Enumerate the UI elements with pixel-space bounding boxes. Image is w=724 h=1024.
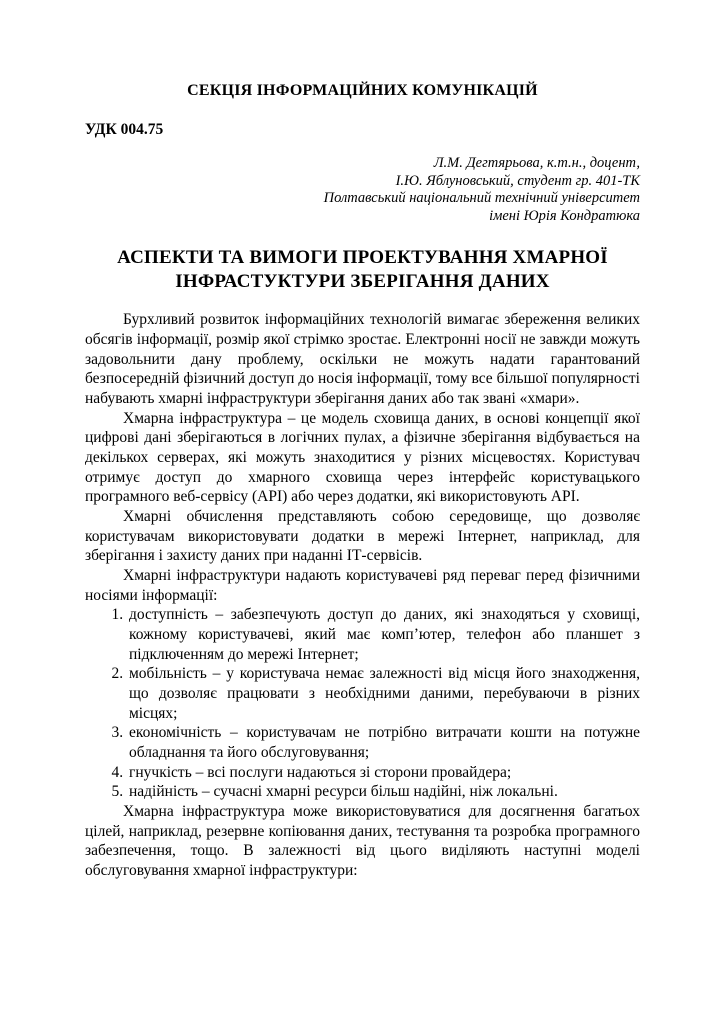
paragraph-definition: Хмарна інфраструктура – це модель сховища даних, в основі концепції якої цифрові дані зберігаються в логічних пулах, а фізичне зберігання відбувається на декількох серверах, які можуть знаходитися у різних місцевостях. Користувач отримує доступ до хмарного сховища через інтерфейс користувацького програмного веб-сервісу (API) або через додатки, які використовують API.	[85, 409, 640, 506]
list-item-economy: 3. економічність – користувачам не потрібно витрачати кошти на потужне обладнання та його обслуговування;	[127, 723, 640, 762]
article-body	[85, 310, 640, 880]
affiliation-line: імені Юрія Кондратюка	[489, 208, 640, 225]
paragraph-intro: Бурхливий розвиток інформаційних технологій вимагає збереження великих обсягів інформації, розмір якої стрімко зростає. Електронні носії не завжди можуть задовольнити дану проблему, оскільки не можуть надати гарантований безпосередній фізичний доступ до носія інформації, тому все більшої популярності набувають хмарні інфраструктури зберігання даних або так звані «хмари».	[85, 311, 640, 407]
author-line: І.Ю. Яблуновський, студент гр. 401-ТК	[395, 172, 640, 189]
list-item-flexibility: 4. гнучкість – всі послуги надаються зі сторони провайдера;	[127, 763, 640, 783]
section-header: СЕКЦІЯ ІНФОРМАЦІЙНИХ КОМУНІКАЦІЙ	[187, 82, 538, 99]
paragraph-advantages-lead: Хмарні інфраструктури надають користувачеві ряд переваг перед фізичними носіями інформації:	[85, 566, 640, 604]
list-item-mobility: 2. мобільність – у користувача немає залежності від місця його знаходження, що дозволяє працювати з необхідними даними, перебуваючи в різних місцях;	[127, 664, 640, 723]
authors-block	[85, 155, 640, 226]
affiliation-line: Полтавський національний технічний університет	[323, 190, 640, 207]
list-item-accessibility: 1. доступність – забезпечують доступ до даних, які знаходяться у сховищі, кожному користувачеві, який має комп’ютер, телефон або планшет з підключенням до мережі Інтернет;	[127, 605, 640, 664]
udc-number: УДК 004.75	[85, 121, 164, 138]
list-item-reliability: 5. надійність – сучасні хмарні ресурси більш надійні, ніж локальні.	[127, 782, 640, 802]
paragraph-closing: Хмарна інфраструктура може використовуватися для досягнення багатьох цілей, наприклад, резервне копіювання даних, тестування та розробка програмного забезпечення, тощо. В залежності від цього виділяють наступні моделі обслуговування хмарної інфраструктури:	[85, 803, 640, 880]
author-line: Л.М. Дегтярьова, к.т.н., доцент,	[433, 155, 640, 171]
paper-title: АСПЕКТИ ТА ВИМОГИ ПРОЕКТУВАННЯ ХМАРНОЇ ІНФРАСТУКТУРИ ЗБЕРІГАННЯ ДАНИХ	[117, 246, 608, 292]
advantages-list	[85, 605, 640, 802]
paragraph-cloud-computing: Хмарні обчислення представляють собою середовище, що дозволяє користувачам використовувати додатки в мережі Інтернет, наприклад, для зберігання і захисту даних при наданні ІТ-сервісів.	[85, 507, 640, 565]
